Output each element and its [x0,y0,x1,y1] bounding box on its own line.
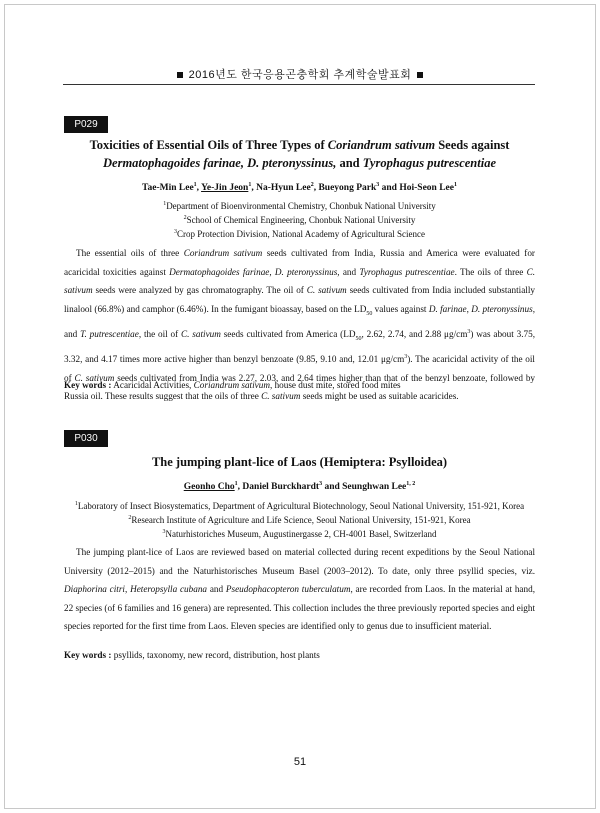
p029-title-and: and [336,156,363,170]
affiliation: Research Institute of Agriculture and Life Science, Seoul National University, 151-921, Korea [131,515,471,525]
affil-sup: 1 [163,201,167,207]
author-sup: 3 [376,182,380,188]
abstract-tag-p029: P029 [64,116,108,133]
p029-title-species: Dermatophagoides farinae, D. pteronyssinus, [103,156,337,170]
affil-sup: 1 [74,501,78,507]
abstract-text: , are recorded from Laos. In the material at hand, 22 species (of 6 families and 16 genera) are represented. This collection includes the three previously reported species and eight species reported for the first time from Laos. Eleven species are identified only to genus due to insufficient material. [64,584,535,631]
keywords-label: Key words : [64,380,112,390]
p029-affiliations [64,198,535,240]
square-bullet-icon [177,72,183,78]
p029-keywords [64,380,535,390]
affil-sup: 2 [183,215,187,221]
keywords-species: Coriandrum sativum [193,380,270,390]
author-presenter: Ye-Jin Jeon [201,183,249,194]
abstract-species: Pseudophacopteron tuberculatum [225,584,351,594]
keywords-text: Acaricidal Activities, [113,380,192,390]
p029-title-text-end: Seeds against [435,138,510,152]
affil-sup: 2 [128,515,132,521]
p030-abstract [64,543,535,636]
abstract-text: and [207,584,226,594]
affiliation: School of Chemical Engineering, Chonbuk National University [186,215,416,225]
abstract-text: The jumping plant-lice of Laos are reviewed based on material collected during recent expeditions by the Seoul National University (2012–2015) and the Naturhistorisches Museum Basel (2003–2012). To date, only three psyllid species, viz. [64,547,535,576]
author: Tae-Min Lee [142,183,194,194]
square-bullet-icon [417,72,423,78]
author-sup: 1 [193,182,197,188]
abstract-text: , [124,584,131,594]
author: Bueyong Park [318,183,377,194]
page-number: 51 [293,756,307,768]
abstract-species: Diaphorina citri [64,584,125,594]
author-sup: 1 [234,481,238,487]
p029-title-species: Coriandrum sativum [327,138,436,152]
p029-title-species: Tyrophagus putrescentiae [362,156,496,170]
keywords-text: , house dust mite, stored food mites [269,380,401,390]
author-presenter: Geonho Cho [183,482,235,493]
author: Hoi-Seon Lee [399,183,454,194]
p030-affiliations [64,498,535,540]
header-rule [63,84,535,85]
p029-abstract: The essential oils of three Coriandrum sativum seeds cultivated from India, Russia and America were evaluated for acaricidal toxicities against Dermatophagoides farinae, D. pteronyssinus, and Tyrophagus putrescentiae. The oils of three C. sativum seeds were analyzed by gas chromatography. The oil of C. sativum seeds cultivated from India included substantially linalool (66.8%) and camphor (6.46%). In the fumigant bioassay, based on the $LD_{50}$ values against D. farinae, D. pteronyssinus, and T. putrescentiae, the oil of C. sativum seeds cultivated from America ($LD_{50}$, 2.62, 2.74, and 2.88 $\mu g/cm^3$) was about 3.75, 3.32, and 4.17 times more active higher than benzyl benzoate (9.85, 9.10 and, 12.01 $\mu g/cm^3$). The acaricidal activity of the oil of C. sativum seeds cultivated from India was 2.27, 2.03, and 2.64 times higher than that of the benzyl benzoate, followed by Russia oil. These results suggest that the oils of three C. sativum seeds might be used as suitable acaricides. [64,248,536,402]
affiliation: Laboratory of Insect Biosystematics, Department of Agricultural Biotechnology, Seoul National University, 151-921, Korea [77,501,525,511]
conference-header [0,66,600,82]
author: , Daniel Burckhardt [237,482,320,493]
p029-authors: Tae-Min Lee$^1$, Ye-Jin Jeon$^1$, Na-Hyun Lee$^2$, Bueyong Park$^3$ and Hoi-Seon Lee$^1$ [142,182,457,194]
affil-sup: 3 [174,229,178,235]
p030-authors [64,481,535,492]
p030-title: The jumping plant-lice of Laos (Hemiptera: Psylloidea) [151,455,448,469]
author-sup: 1 [248,182,252,188]
p029-title-text: Toxicities of Essential Oils of Three Types of [89,138,328,152]
author: and Seunghwan Lee [322,482,407,493]
abstract-tag-p030: P030 [64,430,108,447]
affiliation: Department of Bioenvironmental Chemistry, Chonbuk National University [166,201,436,211]
p030-keywords [64,650,535,660]
author-sup: 1, 2 [406,481,416,487]
p029-title [64,136,535,172]
author-sup: 2 [310,182,314,188]
keywords-text: psyllids, taxonomy, new record, distribution, host plants [113,650,320,660]
abstract-species: Heteropsylla cubana [130,584,208,594]
affiliation: Naturhistoriches Museum, Augustinergasse 2, CH-4001 Basel, Switzerland [165,529,437,539]
author-sup: 3 [319,481,323,487]
affil-sup: 3 [162,529,166,535]
affiliation: Crop Protection Division, National Academy of Agricultural Science [177,229,425,239]
author-sup: 1 [453,182,457,188]
conference-title: 2016년도 한국응용곤충학회 추계학술발표회 [188,69,412,81]
author: Na-Hyun Lee [256,183,311,194]
keywords-label: Key words : [64,650,112,660]
